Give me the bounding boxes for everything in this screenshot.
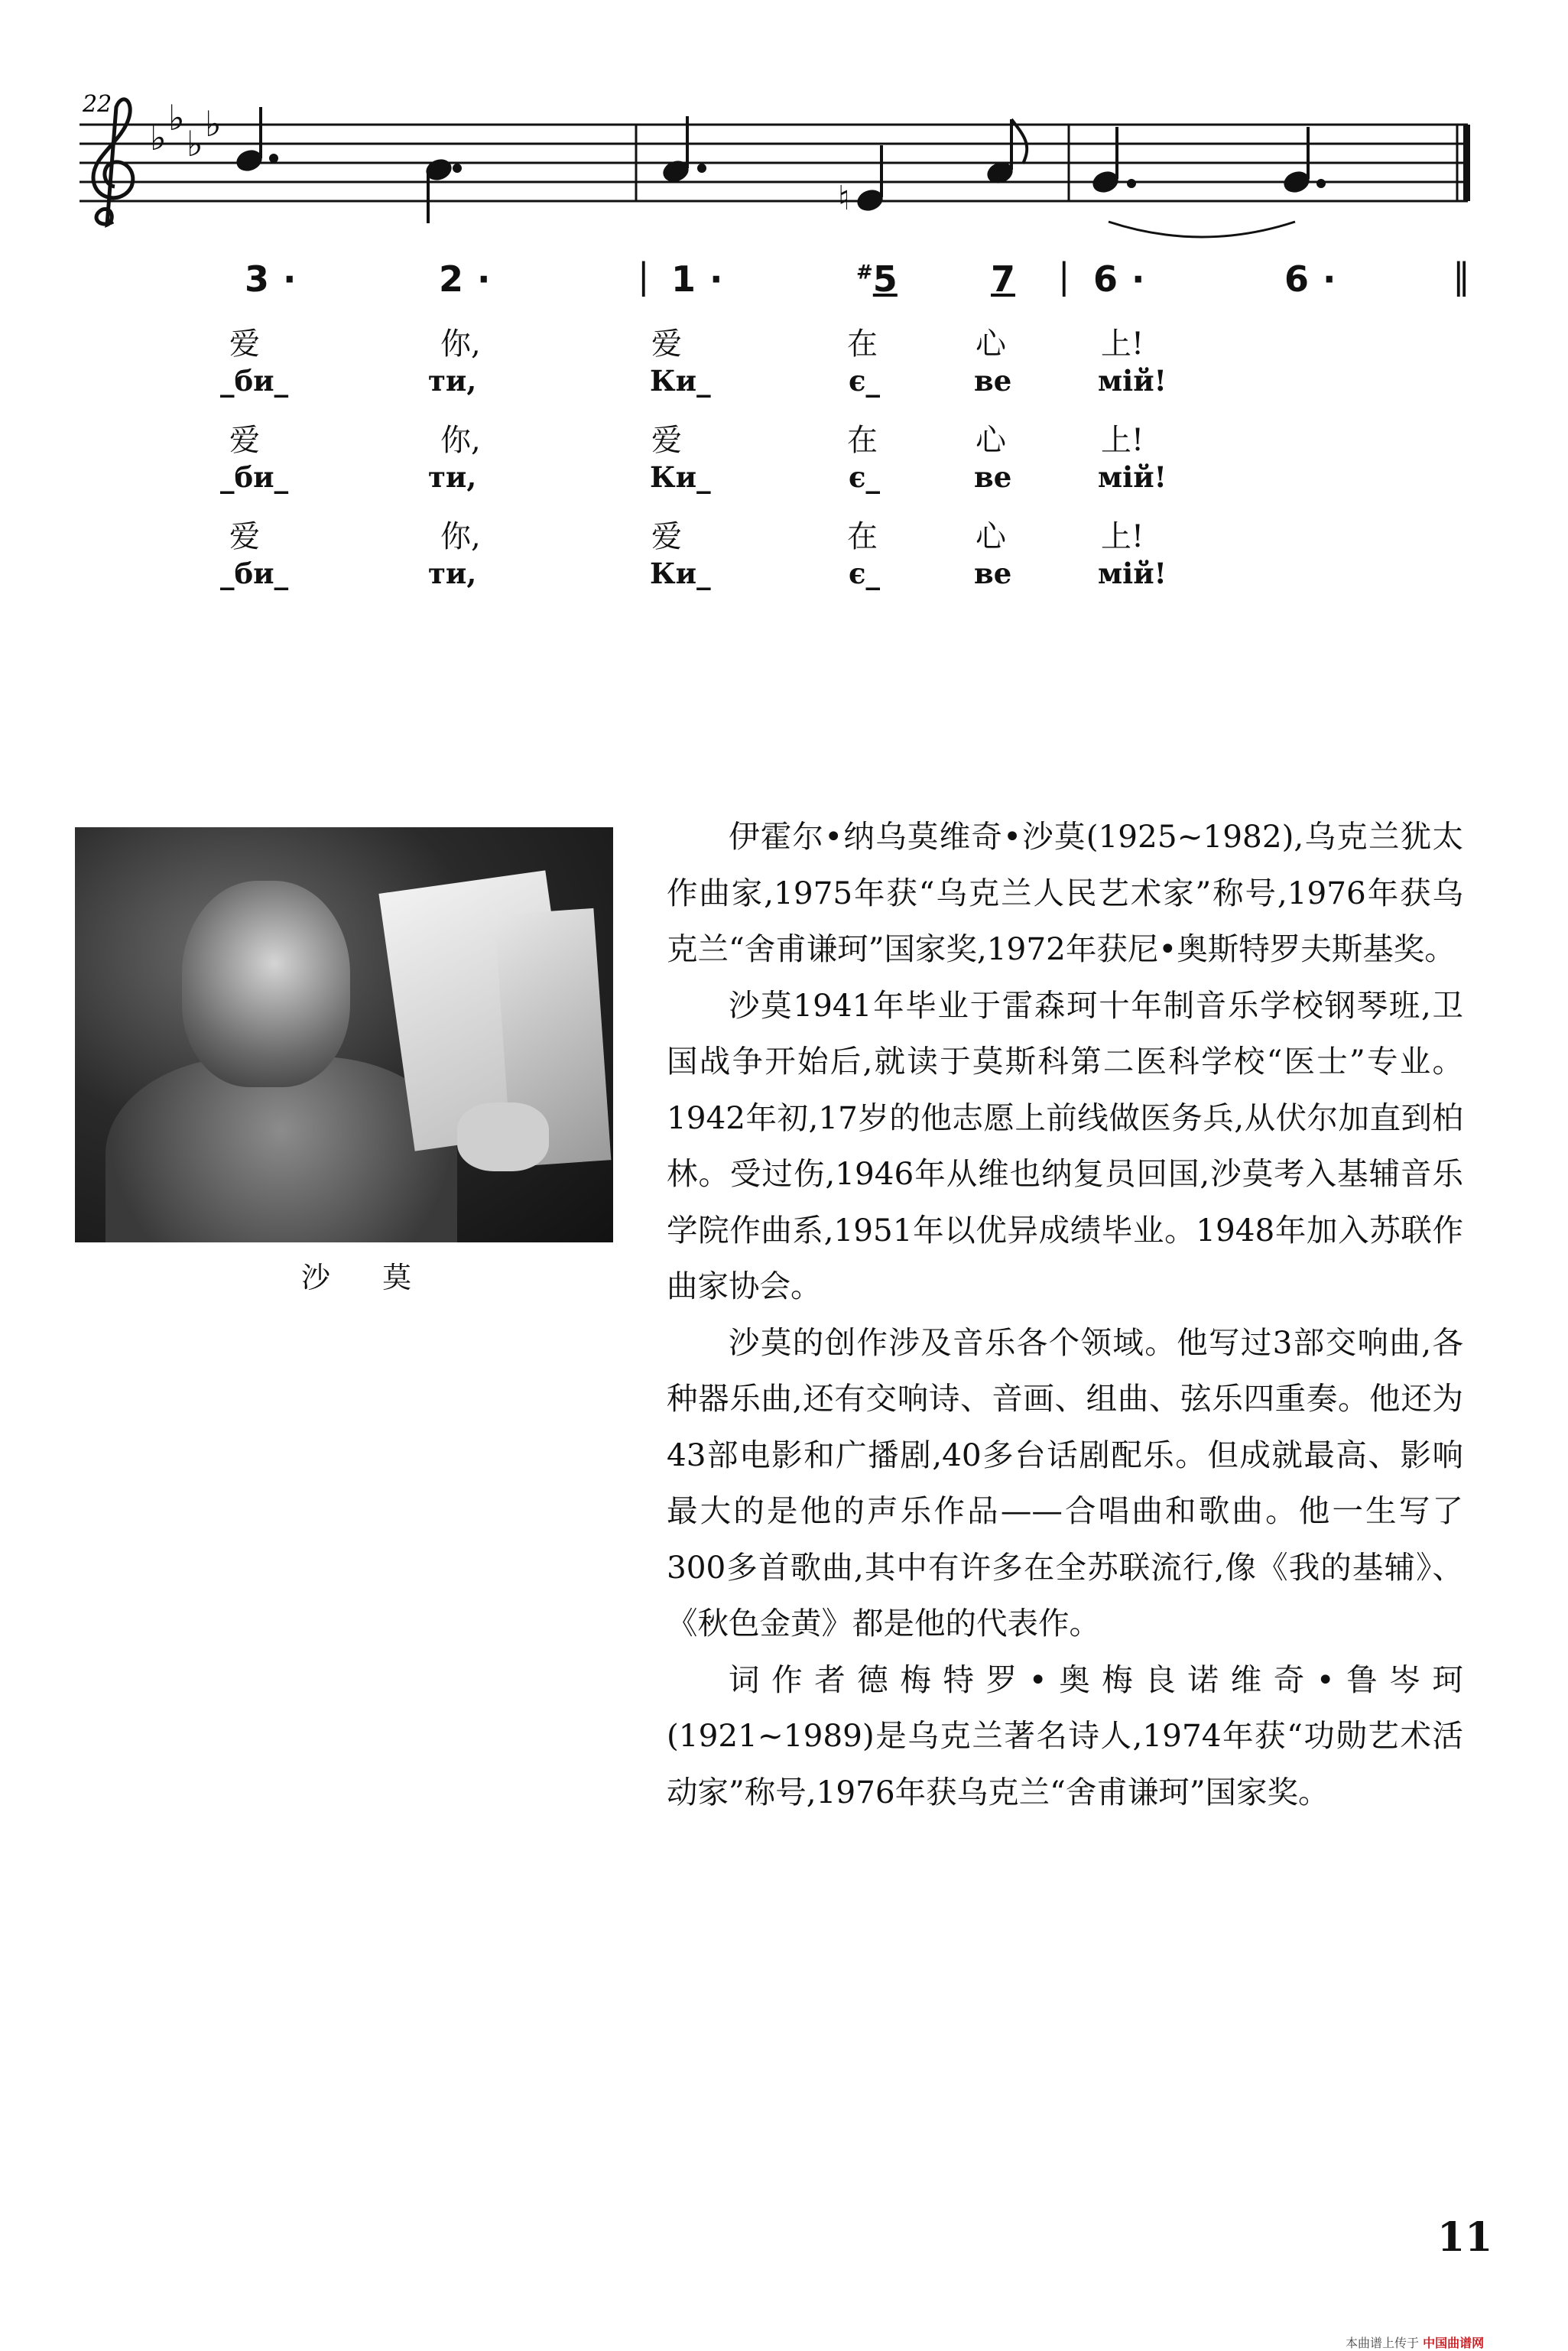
- lyric-word: _би_: [220, 460, 289, 494]
- lyric-word: 爱: [651, 519, 682, 554]
- lyric-word: ве: [974, 557, 1012, 590]
- lyric-word: 上!: [1101, 519, 1144, 554]
- lyric-word: ти,: [428, 460, 477, 494]
- lyric-word: 爱: [229, 423, 260, 458]
- notes-measure-2: [662, 116, 1027, 218]
- lyric-word: є_: [849, 460, 881, 494]
- jianpu-note: 3: [245, 258, 270, 300]
- staff-notation: [0, 0, 1568, 260]
- lyric-word: 在: [847, 326, 878, 362]
- lyric-word: 心: [976, 326, 1006, 362]
- footer-watermark: [1346, 2333, 1484, 2351]
- lyric-word: ти,: [428, 557, 477, 590]
- svg-text:♮: ♮: [838, 179, 850, 218]
- jianpu-note: 1: [671, 258, 696, 300]
- jianpu-note: 7: [991, 258, 1016, 300]
- lyric-word: 你,: [440, 519, 481, 554]
- lyric-word: є_: [849, 557, 881, 590]
- page-number: 11: [1437, 2214, 1493, 2261]
- composer-photo: [75, 827, 613, 1242]
- lyric-word: є_: [849, 364, 881, 398]
- bio-paragraph: 词作者德梅特罗•奥梅良诺维奇•鲁岑珂(1921~1989)是乌克兰著名诗人,1974年获“功勋艺术活动家”称号,1976年获乌克兰“舍甫谦珂”国家奖。: [667, 1661, 1463, 1810]
- lyric-word: 你,: [440, 326, 481, 362]
- photo-caption: 沙 莫: [301, 1261, 433, 1294]
- lyric-word: ти,: [428, 364, 477, 398]
- lyric-word: 在: [847, 423, 878, 458]
- svg-text:♭: ♭: [187, 123, 203, 164]
- measure-number: 22: [83, 91, 112, 118]
- lyric-word: _би_: [220, 364, 289, 398]
- svg-text:♭: ♭: [205, 103, 222, 145]
- lyric-word: 心: [976, 423, 1006, 458]
- lyric-word: Ки_: [650, 460, 711, 494]
- lyric-word: _би_: [220, 557, 289, 590]
- lyric-word: 上!: [1101, 423, 1144, 458]
- lyric-word: ве: [974, 364, 1012, 398]
- jianpu-note: 6: [1093, 258, 1118, 300]
- lyric-word: мій!: [1098, 557, 1167, 590]
- lyric-word: ве: [974, 460, 1012, 494]
- lyric-word: мій!: [1098, 460, 1167, 494]
- lyric-word: 上!: [1101, 326, 1144, 362]
- lyric-word: мій!: [1098, 364, 1167, 398]
- lyric-word: 爱: [229, 519, 260, 554]
- lyric-word: 心: [976, 519, 1006, 554]
- lyric-word: Ки_: [650, 557, 711, 590]
- biography-text: [667, 809, 1463, 1820]
- lyric-word: Ки_: [650, 364, 711, 398]
- bio-paragraph: 沙莫1941年毕业于雷森珂十年制音乐学校钢琴班,卫国战争开始后,就读于莫斯科第二医科学校“医士”专业。1942年初,17岁的他志愿上前线做医务兵,从伏尔加直到柏林。受过伤,1946年从维也纳复员回国,沙莫考入基辅音乐学院作曲系,1951年以优异成绩毕业。1948年加入苏联作曲家协会。: [667, 986, 1463, 1304]
- svg-text:♭: ♭: [168, 97, 185, 138]
- key-signature-flats: [150, 97, 222, 164]
- jianpu-note: 2: [439, 258, 464, 300]
- footer-site: 中国曲谱网: [1423, 2336, 1485, 2350]
- lyric-word: 在: [847, 519, 878, 554]
- jianpu-note: 5: [872, 258, 898, 300]
- footer-prefix: 本曲谱上传于: [1346, 2336, 1420, 2350]
- staff-lines: [80, 125, 1468, 201]
- bio-paragraph: 伊霍尔•纳乌莫维奇•沙莫(1925~1982),乌克兰犹太作曲家,1975年获“乌克兰人民艺术家”称号,1976年获乌克兰“舍甫谦珂”国家奖,1972年获尼•奥斯特罗夫斯基奖。: [667, 818, 1463, 967]
- svg-text:♭: ♭: [150, 117, 167, 158]
- jianpu-note: 6: [1284, 258, 1310, 300]
- lyric-word: 爱: [651, 326, 682, 362]
- lyric-word: 爱: [651, 423, 682, 458]
- lyric-word: 你,: [440, 423, 481, 458]
- bio-paragraph: 沙莫的创作涉及音乐各个领域。他写过3部交响曲,各种器乐曲,还有交响诗、音画、组曲、弦乐四重奏。他还为43部电影和广播剧,40多台话剧配乐。但成就最高、影响最大的是他的声乐作品——合唱曲和歌曲。他一生写了300多首歌曲,其中有许多在全苏联流行,像《我的基辅》、《秋色金黄》都是他的代表作。: [667, 1323, 1463, 1641]
- lyric-word: 爱: [229, 326, 260, 362]
